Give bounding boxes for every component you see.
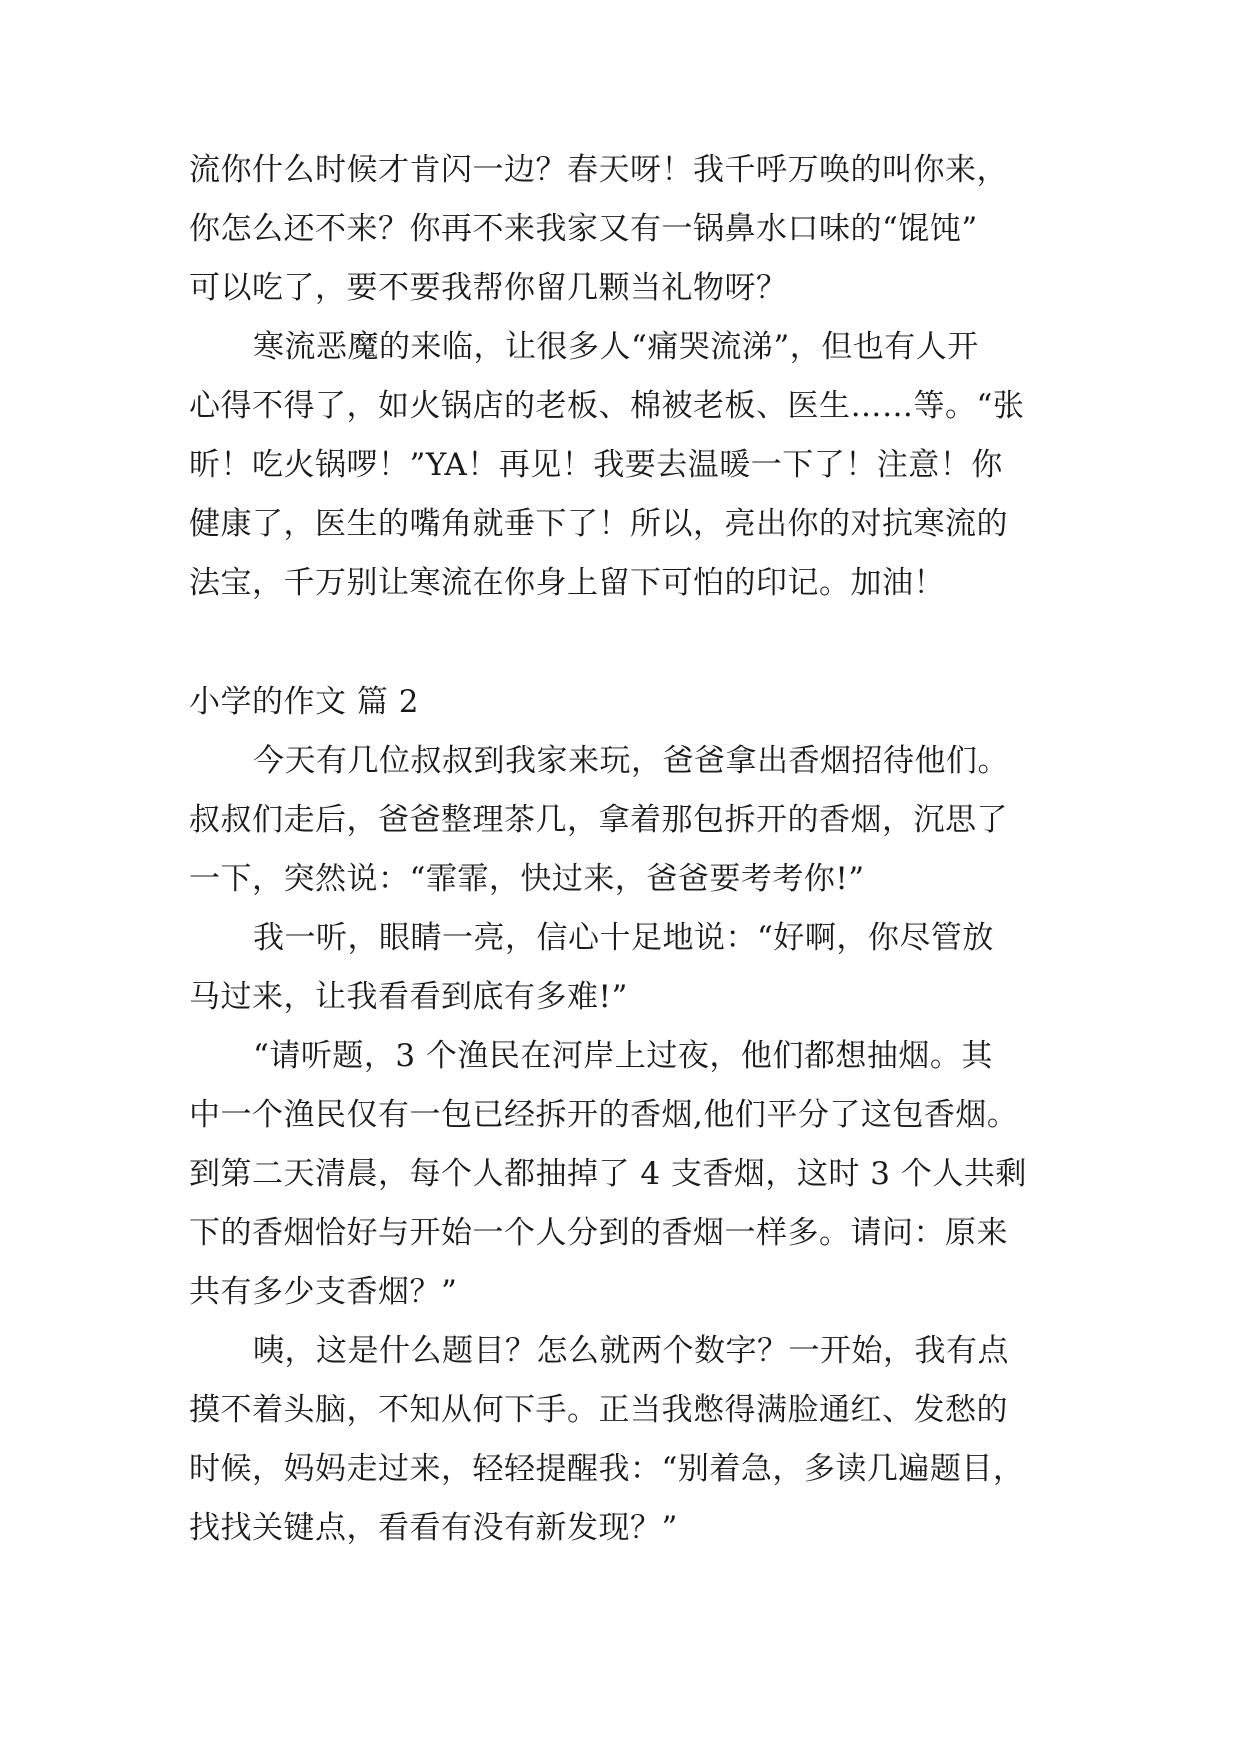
paragraph-start-line: 今天有几位叔叔到我家来玩，爸爸拿出香烟招待他们。 bbox=[253, 743, 1009, 779]
text-line: 下的香烟恰好与开始一个人分到的香烟一样多。请问：原来 bbox=[189, 1215, 1008, 1251]
text-line: 叔叔们走后，爸爸整理茶几，拿着那包拆开的香烟，沉思了 bbox=[189, 802, 1008, 838]
text-line: 摸不着头脑，不知从何下手。正当我憋得满脸通红、发愁的 bbox=[189, 1392, 1008, 1428]
text-line: 到第二天清晨，每个人都抽掉了 4 支香烟，这时 3 个人共剩 bbox=[189, 1156, 1027, 1192]
text-line: 法宝，千万别让寒流在你身上留下可怕的印记。加油！ bbox=[189, 565, 945, 601]
text-line: 找找关键点，看看有没有新发现？” bbox=[189, 1510, 678, 1546]
paragraph-start-line: 我一听，眼睛一亮，信心十足地说：“好啊，你尽管放 bbox=[253, 920, 994, 956]
text-line: 可以吃了，要不要我帮你留几颗当礼物呀？ bbox=[189, 270, 788, 306]
paragraph-start-line: 寒流恶魔的来临，让很多人“痛哭流涕”，但也有人开 bbox=[253, 329, 979, 365]
text-line: 共有多少支香烟？” bbox=[189, 1274, 458, 1310]
text-line: 一下，突然说：“霏霏，快过来，爸爸要考考你!” bbox=[189, 861, 865, 897]
paragraph-start-line: “请听题，3 个渔民在河岸上过夜，他们都想抽烟。其 bbox=[253, 1038, 993, 1074]
text-line: 心得不得了，如火锅店的老板、棉被老板、医生……等。“张 bbox=[189, 388, 1025, 424]
text-line: 健康了，医生的嘴角就垂下了！所以，亮出你的对抗寒流的 bbox=[189, 506, 1008, 542]
text-line: 流你什么时候才肯闪一边？春天呀！我千呼万唤的叫你来， bbox=[189, 152, 1008, 188]
section-heading: 小学的作文 篇 2 bbox=[189, 684, 419, 720]
text-line: 中一个渔民仅有一包已经拆开的香烟,他们平分了这包香烟。 bbox=[189, 1097, 1019, 1133]
text-line: 时候，妈妈走过来，轻轻提醒我：“别着急，多读几遍题目， bbox=[189, 1451, 1025, 1487]
text-line: 昕！吃火锅啰！”YA！再见！我要去温暖一下了！注意！你 bbox=[189, 447, 1003, 483]
text-line: 马过来，让我看看到底有多难!” bbox=[189, 979, 628, 1015]
paragraph-start-line: 咦，这是什么题目？怎么就两个数字？一开始，我有点 bbox=[253, 1333, 1009, 1369]
text-line: 你怎么还不来？你再不来我家又有一锅鼻水口味的“馄饨” bbox=[189, 211, 978, 247]
